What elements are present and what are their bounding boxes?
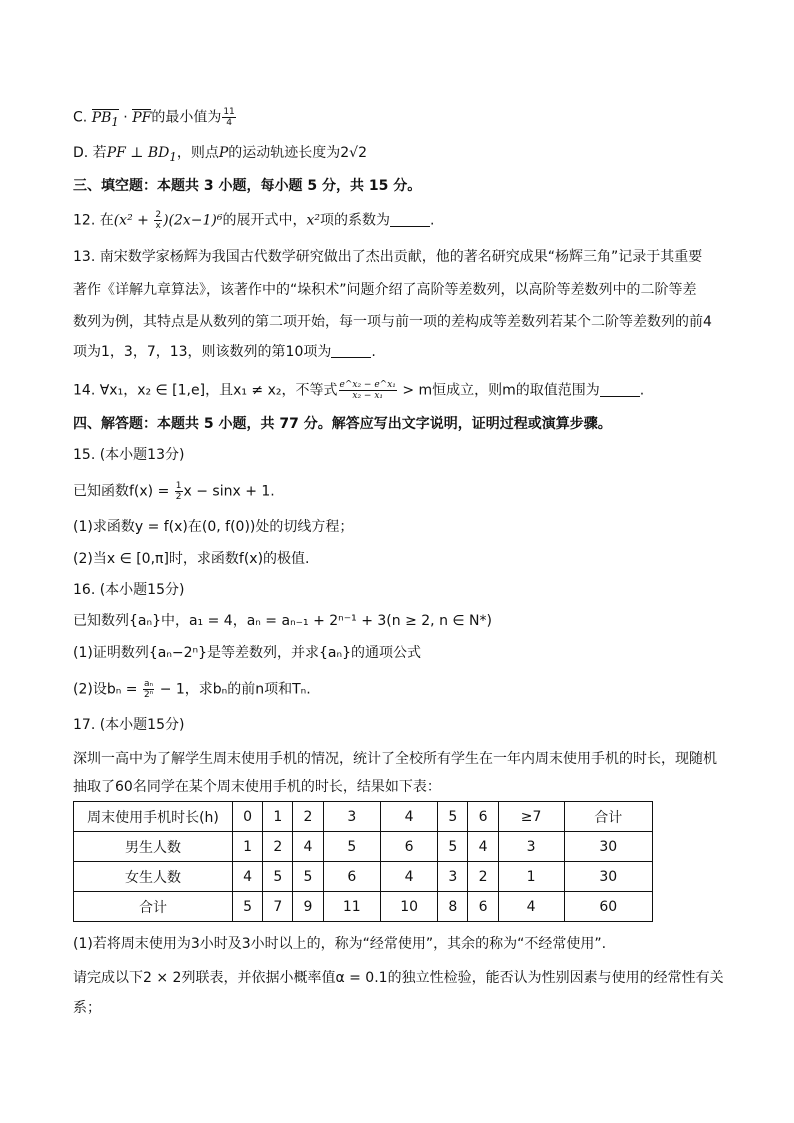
table-cell: 周末使用手机时长(h) (74, 802, 233, 832)
table-cell: 2 (293, 802, 323, 832)
table-cell: 5 (263, 862, 293, 892)
fraction: $\frac{11}{4}$ (223, 107, 235, 128)
vector-pb1: $PB_1$ (91, 109, 119, 129)
table-cell: 5 (293, 862, 323, 892)
question-17-part-1-line-3: 系； (73, 1000, 101, 1016)
table-cell: 6 (468, 892, 498, 922)
table-cell: 3 (438, 862, 468, 892)
table-row (74, 892, 653, 922)
table-cell: ≥7 (498, 802, 564, 832)
table-header-row (74, 802, 653, 832)
answer-blank[interactable] (331, 343, 371, 358)
table-cell: 4 (380, 862, 437, 892)
table-cell: 1 (263, 802, 293, 832)
table-cell: 5 (438, 802, 468, 832)
table-cell: 女生人数 (74, 862, 233, 892)
question-17-part-1-line-2: 请完成以下2 × 2列联表，并依据小概率值α = 0.1的独立性检验，能否认为性别因素与使用的经常性有关 (73, 970, 724, 986)
table-cell: 0 (233, 802, 263, 832)
question-12: 12. 在(x² + $\frac{2}{x}$ )(2x−1)⁶的展开式中，x²项的系数为 . (73, 210, 435, 231)
table-cell: 7 (263, 892, 293, 922)
table-cell: 4 (380, 802, 437, 832)
fraction: $\frac{\text{e\textasciicircum{}x₂ − e\textasciicircum{}x₁}}{\text{x₂ − x₁}}$ (339, 380, 396, 401)
table-cell: 60 (564, 892, 652, 922)
table-cell: 30 (564, 862, 652, 892)
table-cell: 10 (380, 892, 437, 922)
table-cell: 8 (438, 892, 468, 922)
usage-table (73, 801, 653, 922)
table-cell: 2 (263, 832, 293, 862)
question-16-header: 16. (本小题15分) (73, 582, 185, 598)
option-c: C. $PB_1$ · PF的最小值为 $\frac{11}{4}$ (73, 107, 235, 129)
table-cell: 4 (233, 862, 263, 892)
table-cell: 6 (323, 862, 380, 892)
section-4-heading: 四、解答题：本题共 5 小题，共 77 分。解答应写出文字说明，证明过程或演算步骤。 (73, 416, 612, 432)
table-cell: 5 (233, 892, 263, 922)
table-cell: 5 (323, 832, 380, 862)
question-16-part-1: (1)证明数列{aₙ−2ⁿ}是等差数列，并求{aₙ}的通项公式 (73, 645, 421, 661)
question-13-line-4: 项为1，3，7，13，则该数列的第10项为 . (73, 344, 376, 360)
answer-blank[interactable] (390, 212, 430, 227)
table-cell: 5 (438, 832, 468, 862)
question-13-line-2: 著作《详解九章算法》，该著作中的“垛积术”问题介绍了高阶等差数列，以高阶等差数列中的二阶等差 (73, 282, 697, 298)
question-15-stem: 已知函数f(x) = $\frac{1}{2}$ x − sinx + 1. (73, 481, 275, 502)
question-16-stem: 已知数列{aₙ}中，a₁ = 4，aₙ = aₙ₋₁ + 2ⁿ⁻¹ + 3(n ≥ 2, n ∈ N*) (73, 613, 492, 629)
question-17-part-1-line-1: (1)若将周末使用为3小时及3小时以上的，称为“经常使用”，其余的称为“不经常使用”. (73, 936, 607, 952)
section-3-heading: 三、填空题：本题共 3 小题，每小题 5 分，共 15 分。 (73, 178, 422, 194)
table-cell: 合计 (74, 892, 233, 922)
table-cell: 男生人数 (74, 832, 233, 862)
question-13-line-3: 数列为例，其特点是从数列的第二项开始，每一项与前一项的差构成等差数列若某个二阶等差数列的前4 (73, 314, 712, 330)
vector-pf: PF (132, 109, 152, 126)
table-cell: 6 (380, 832, 437, 862)
table-cell: 3 (498, 832, 564, 862)
question-15-part-1: (1)求函数y = f(x)在(0, f(0))处的切线方程； (73, 519, 354, 535)
table-cell: 6 (468, 802, 498, 832)
question-17-intro-1: 深圳一高中为了解学生周末使用手机的情况，统计了全校所有学生在一年内周末使用手机的时长，现随机 (73, 751, 717, 767)
answer-blank[interactable] (600, 382, 640, 397)
table-cell: 3 (323, 802, 380, 832)
option-d: D. 若PF ⊥ $BD_1$，则点P的运动轨迹长度为2√2 (73, 145, 367, 164)
fraction: $\frac{2}{x}$ (155, 210, 162, 231)
table-cell: 1 (498, 862, 564, 892)
fraction: $\frac{1}{2}$ (175, 481, 182, 502)
question-17-header: 17. (本小题15分) (73, 717, 185, 733)
question-13-line-1: 13. 南宋数学家杨辉为我国古代数学研究做出了杰出贡献，他的著名研究成果“杨辉三角”记录于其重要 (73, 249, 703, 265)
table-cell: 9 (293, 892, 323, 922)
table-cell: 4 (293, 832, 323, 862)
question-17-intro-2: 抽取了60名同学在某个周末使用手机的时长，结果如下表： (73, 779, 441, 795)
table-cell: 11 (323, 892, 380, 922)
table-cell: 合计 (564, 802, 652, 832)
table-cell: 30 (564, 832, 652, 862)
question-15-header: 15. (本小题13分) (73, 447, 185, 463)
table-cell: 4 (498, 892, 564, 922)
question-14: 14. ∀x₁，x₂ ∈ [1,e]，且x₁ ≠ x₂，不等式 $\frac{\text{e\textasciicircum{}x₂ − e\textasciicircum{}x₁}}{\text{x₂ − x₁}}$ > m恒成立，则m的取值范围为 . (73, 380, 645, 401)
question-15-part-2: (2)当x ∈ [0,π]时，求函数f(x)的极值. (73, 551, 310, 567)
fraction: $\frac{\text{aₙ}}{\text{2ⁿ}}$ (143, 679, 154, 700)
table-cell: 2 (468, 862, 498, 892)
table-row (74, 832, 653, 862)
question-16-part-2: (2)设bₙ = $\frac{\text{aₙ}}{\text{2ⁿ}}$ − 1，求bₙ的前n项和Tₙ. (73, 679, 311, 700)
table-cell: 4 (468, 832, 498, 862)
table-row (74, 862, 653, 892)
table-cell: 1 (233, 832, 263, 862)
